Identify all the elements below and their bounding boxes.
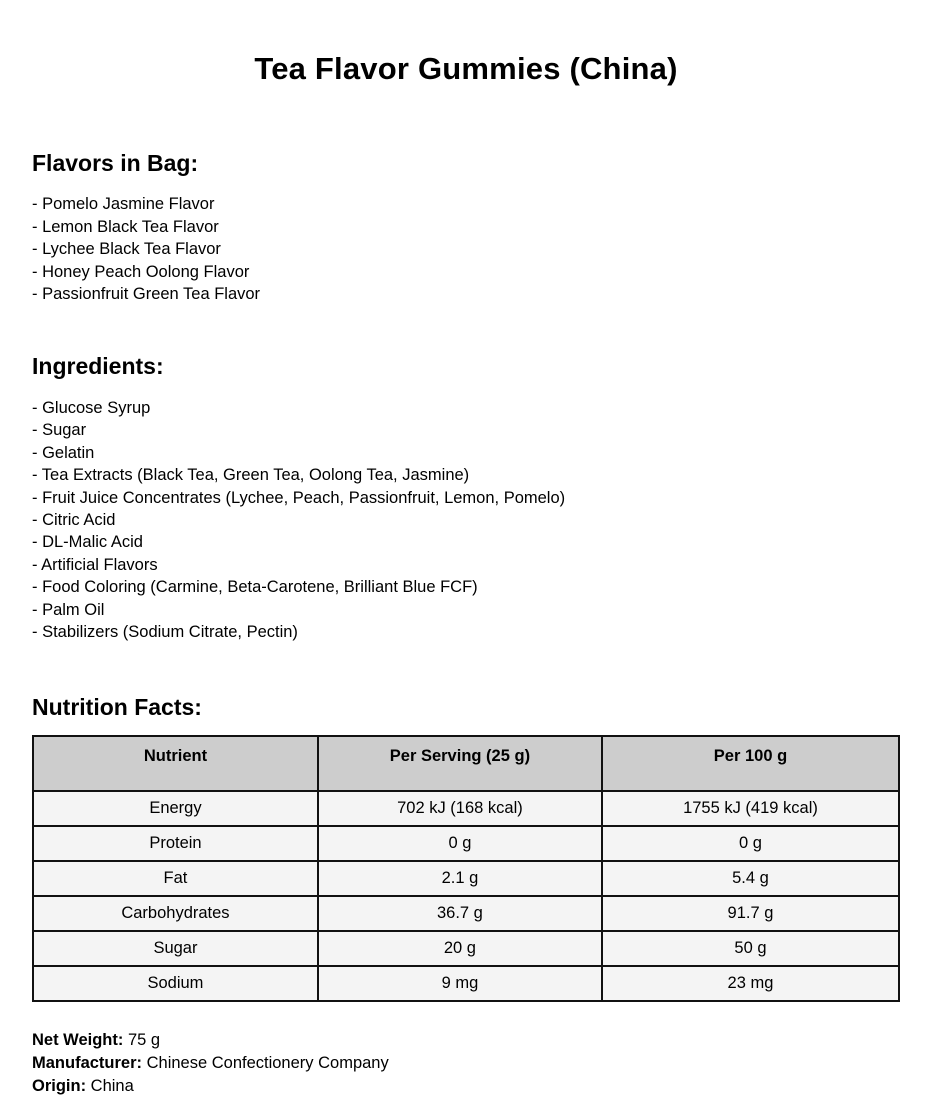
table-row-fat xyxy=(33,861,899,896)
flavor-item: - Lychee Black Tea Flavor xyxy=(32,240,221,259)
flavors-heading: Flavors in Bag: xyxy=(32,150,199,176)
ingredient-item: - Fruit Juice Concentrates (Lychee, Peach, Passionfruit, Lemon, Pomelo) xyxy=(32,488,566,507)
ingredient-item: - Citric Acid xyxy=(32,511,116,529)
ingredients-list xyxy=(32,397,900,643)
ingredient-item: - DL-Malic Acid xyxy=(32,533,143,552)
table-cell: 91.7 g xyxy=(602,896,899,931)
nutrition-heading: Nutrition Facts: xyxy=(32,694,202,721)
net-weight-value: 75 g xyxy=(127,1031,161,1050)
net-weight-line xyxy=(32,1029,900,1052)
table-cell: 9 mg xyxy=(318,966,602,1001)
ingredient-item: - Sugar xyxy=(32,421,87,440)
table-row-sugar xyxy=(33,931,899,966)
table-cell: Energy xyxy=(33,791,318,826)
ingredient-item: - Stabilizers (Sodium Citrate, Pectin) xyxy=(32,623,298,642)
table-cell: Protein xyxy=(33,826,318,861)
ingredient-item: - Gelatin xyxy=(32,443,95,462)
ingredient-item: - Food Coloring (Carmine, Beta-Carotene, Brilliant Blue FCF) xyxy=(32,578,478,597)
table-cell: 2.1 g xyxy=(318,861,602,896)
flavor-item: - Honey Peach Oolong Flavor xyxy=(32,262,250,281)
table-row-energy xyxy=(33,791,899,826)
table-cell: Sodium xyxy=(33,966,318,1001)
ingredient-item: - Tea Extracts (Black Tea, Green Tea, Oolong Tea, Jasmine) xyxy=(32,466,470,485)
net-weight-label: Net Weight: xyxy=(32,1031,124,1050)
table-header-row xyxy=(33,736,899,791)
column-header-per-100g: Per 100 g xyxy=(602,736,899,791)
flavor-item: - Lemon Black Tea Flavor xyxy=(32,217,219,236)
table-cell: 36.7 g xyxy=(318,896,602,931)
ingredient-item: - Glucose Syrup xyxy=(32,398,151,417)
ingredients-heading: Ingredients: xyxy=(32,352,164,379)
flavor-item: - Pomelo Jasmine Flavor xyxy=(32,195,215,213)
ingredient-item: - Palm Oil xyxy=(32,600,105,619)
table-row-sodium xyxy=(33,966,899,1001)
table-cell: 0 g xyxy=(602,826,899,861)
manufacturer-line xyxy=(32,1052,900,1075)
table-cell: Sugar xyxy=(33,931,318,966)
table-cell: Carbohydrates xyxy=(33,896,318,931)
table-cell: 20 g xyxy=(318,931,602,966)
origin-line xyxy=(32,1075,900,1098)
column-header-nutrient: Nutrient xyxy=(33,736,318,791)
nutrition-table xyxy=(32,735,900,1002)
table-cell: 1755 kJ (419 kcal) xyxy=(602,791,899,826)
flavors-list xyxy=(32,193,900,306)
table-cell: 23 mg xyxy=(602,966,899,1001)
product-meta xyxy=(32,1029,900,1098)
table-cell: Fat xyxy=(33,861,318,896)
origin-value: China xyxy=(90,1077,134,1096)
manufacturer-value: Chinese Confectionery Company xyxy=(146,1054,389,1073)
origin-label: Origin: xyxy=(32,1077,87,1096)
table-cell: 702 kJ (168 kcal) xyxy=(318,791,602,826)
page-title: Tea Flavor Gummies (China) xyxy=(254,51,678,86)
table-cell: 50 g xyxy=(602,931,899,966)
table-cell: 5.4 g xyxy=(602,861,899,896)
column-header-per-serving: Per Serving (25 g) xyxy=(318,736,602,791)
ingredient-item: - Artificial Flavors xyxy=(32,555,158,574)
manufacturer-label: Manufacturer: xyxy=(32,1054,143,1073)
flavor-item: - Passionfruit Green Tea Flavor xyxy=(32,285,261,304)
table-cell: 0 g xyxy=(318,826,602,861)
table-row-carbohydrates xyxy=(33,896,899,931)
table-row-protein xyxy=(33,826,899,861)
